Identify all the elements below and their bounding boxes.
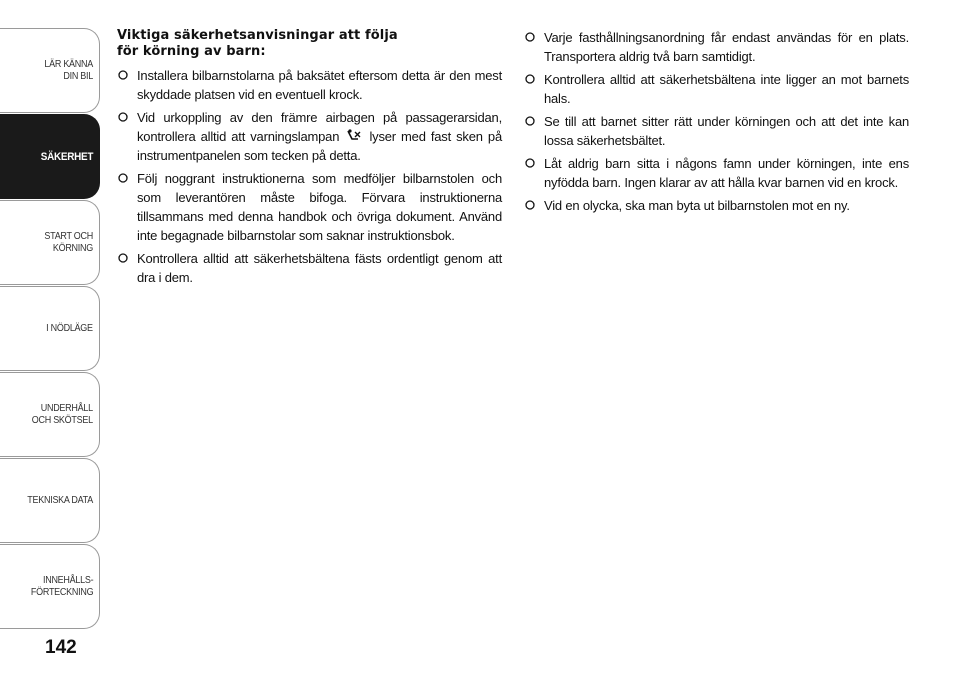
tab-label: UNDERHÅLL OCH SKÖTSEL bbox=[31, 402, 93, 426]
list-item bbox=[524, 70, 909, 108]
list-item-text: Vid urkoppling av den främre airbagen på passagerarsidan, kontrollera alltid att varningslampan bbox=[137, 110, 502, 144]
tab-i-nodlage[interactable] bbox=[0, 286, 100, 371]
circle-bullet-icon bbox=[118, 253, 128, 263]
tab-label: TEKNISKA DATA bbox=[27, 494, 93, 506]
tab-sakerhet[interactable] bbox=[0, 114, 100, 199]
list-item bbox=[117, 249, 502, 287]
tab-underhall-och-skotsel[interactable] bbox=[0, 372, 100, 457]
circle-bullet-icon bbox=[118, 173, 128, 183]
tab-tekniska-data[interactable] bbox=[0, 458, 100, 543]
list-item bbox=[524, 196, 909, 215]
right-column bbox=[524, 28, 909, 219]
list-item-text: Kontrollera alltid att säkerhetsbältena fästs ordentligt genom att dra i dem. bbox=[137, 251, 502, 285]
list-item-text: Kontrollera alltid att säkerhetsbältena inte ligger an mot barnets hals. bbox=[544, 72, 909, 106]
circle-bullet-icon bbox=[525, 158, 535, 168]
list-item-text: Se till att barnet sitter rätt under körningen och att det inte kan lossa säkerhetsbältet. bbox=[544, 114, 909, 148]
section-heading bbox=[117, 28, 502, 60]
airbag-off-warning-icon bbox=[346, 129, 362, 143]
list-item-text: Installera bilbarnstolarna på baksätet eftersom detta är den mest skyddade platsen vid en eventuell krock. bbox=[137, 68, 502, 102]
list-item bbox=[524, 28, 909, 66]
circle-bullet-icon bbox=[525, 116, 535, 126]
heading-line-2: för körning av barn: bbox=[117, 44, 266, 59]
tab-lar-kanna-din-bil[interactable] bbox=[0, 28, 100, 113]
list-item bbox=[117, 108, 502, 165]
safety-list-right bbox=[524, 28, 909, 215]
list-item-text-tail: lyser med fast sken på instrumentpanelen som tecken på detta. bbox=[137, 129, 502, 163]
tab-label: START OCH KÖRNING bbox=[44, 230, 93, 254]
list-item bbox=[117, 66, 502, 104]
tab-start-och-korning[interactable] bbox=[0, 200, 100, 285]
circle-bullet-icon bbox=[525, 74, 535, 84]
tab-label: INNEHÅLLS- FÖRTECKNING bbox=[30, 574, 93, 598]
circle-bullet-icon bbox=[118, 70, 128, 80]
tab-innehallsforteckning[interactable] bbox=[0, 544, 100, 629]
list-item-text: Vid en olycka, ska man byta ut bilbarnstolen mot en ny. bbox=[544, 198, 850, 213]
list-item bbox=[524, 154, 909, 192]
tab-label: I NÖDLÄGE bbox=[46, 322, 93, 334]
list-item-text: Följ noggrant instruktionerna som medföljer bilbarnstolen och som leverantören måste bifoga. Förvara instruktionerna tillsammans med denna handbok och övriga dokument. Använd inte begagnade bilbarnstolar som saknar instruktionsbok. bbox=[137, 171, 502, 243]
circle-bullet-icon bbox=[118, 112, 128, 122]
list-item bbox=[117, 169, 502, 245]
page-number: 142 bbox=[45, 637, 77, 658]
safety-list-left bbox=[117, 66, 502, 287]
tab-label: SÄKERHET bbox=[40, 150, 93, 163]
list-item bbox=[524, 112, 909, 150]
left-column bbox=[117, 28, 502, 291]
list-item-text: Låt aldrig barn sitta i någons famn under körningen, inte ens nyfödda barn. Ingen klarar av att hålla kvar barnen vid en krock. bbox=[544, 156, 909, 190]
circle-bullet-icon bbox=[525, 200, 535, 210]
heading-line-1: Viktiga säkerhetsanvisningar att följa bbox=[117, 28, 398, 43]
circle-bullet-icon bbox=[525, 32, 535, 42]
tab-label: LÄR KÄNNA DIN BIL bbox=[44, 58, 93, 82]
list-item-text: Varje fasthållningsanordning får endast användas för en plats. Transportera aldrig två barn samtidigt. bbox=[544, 30, 909, 64]
